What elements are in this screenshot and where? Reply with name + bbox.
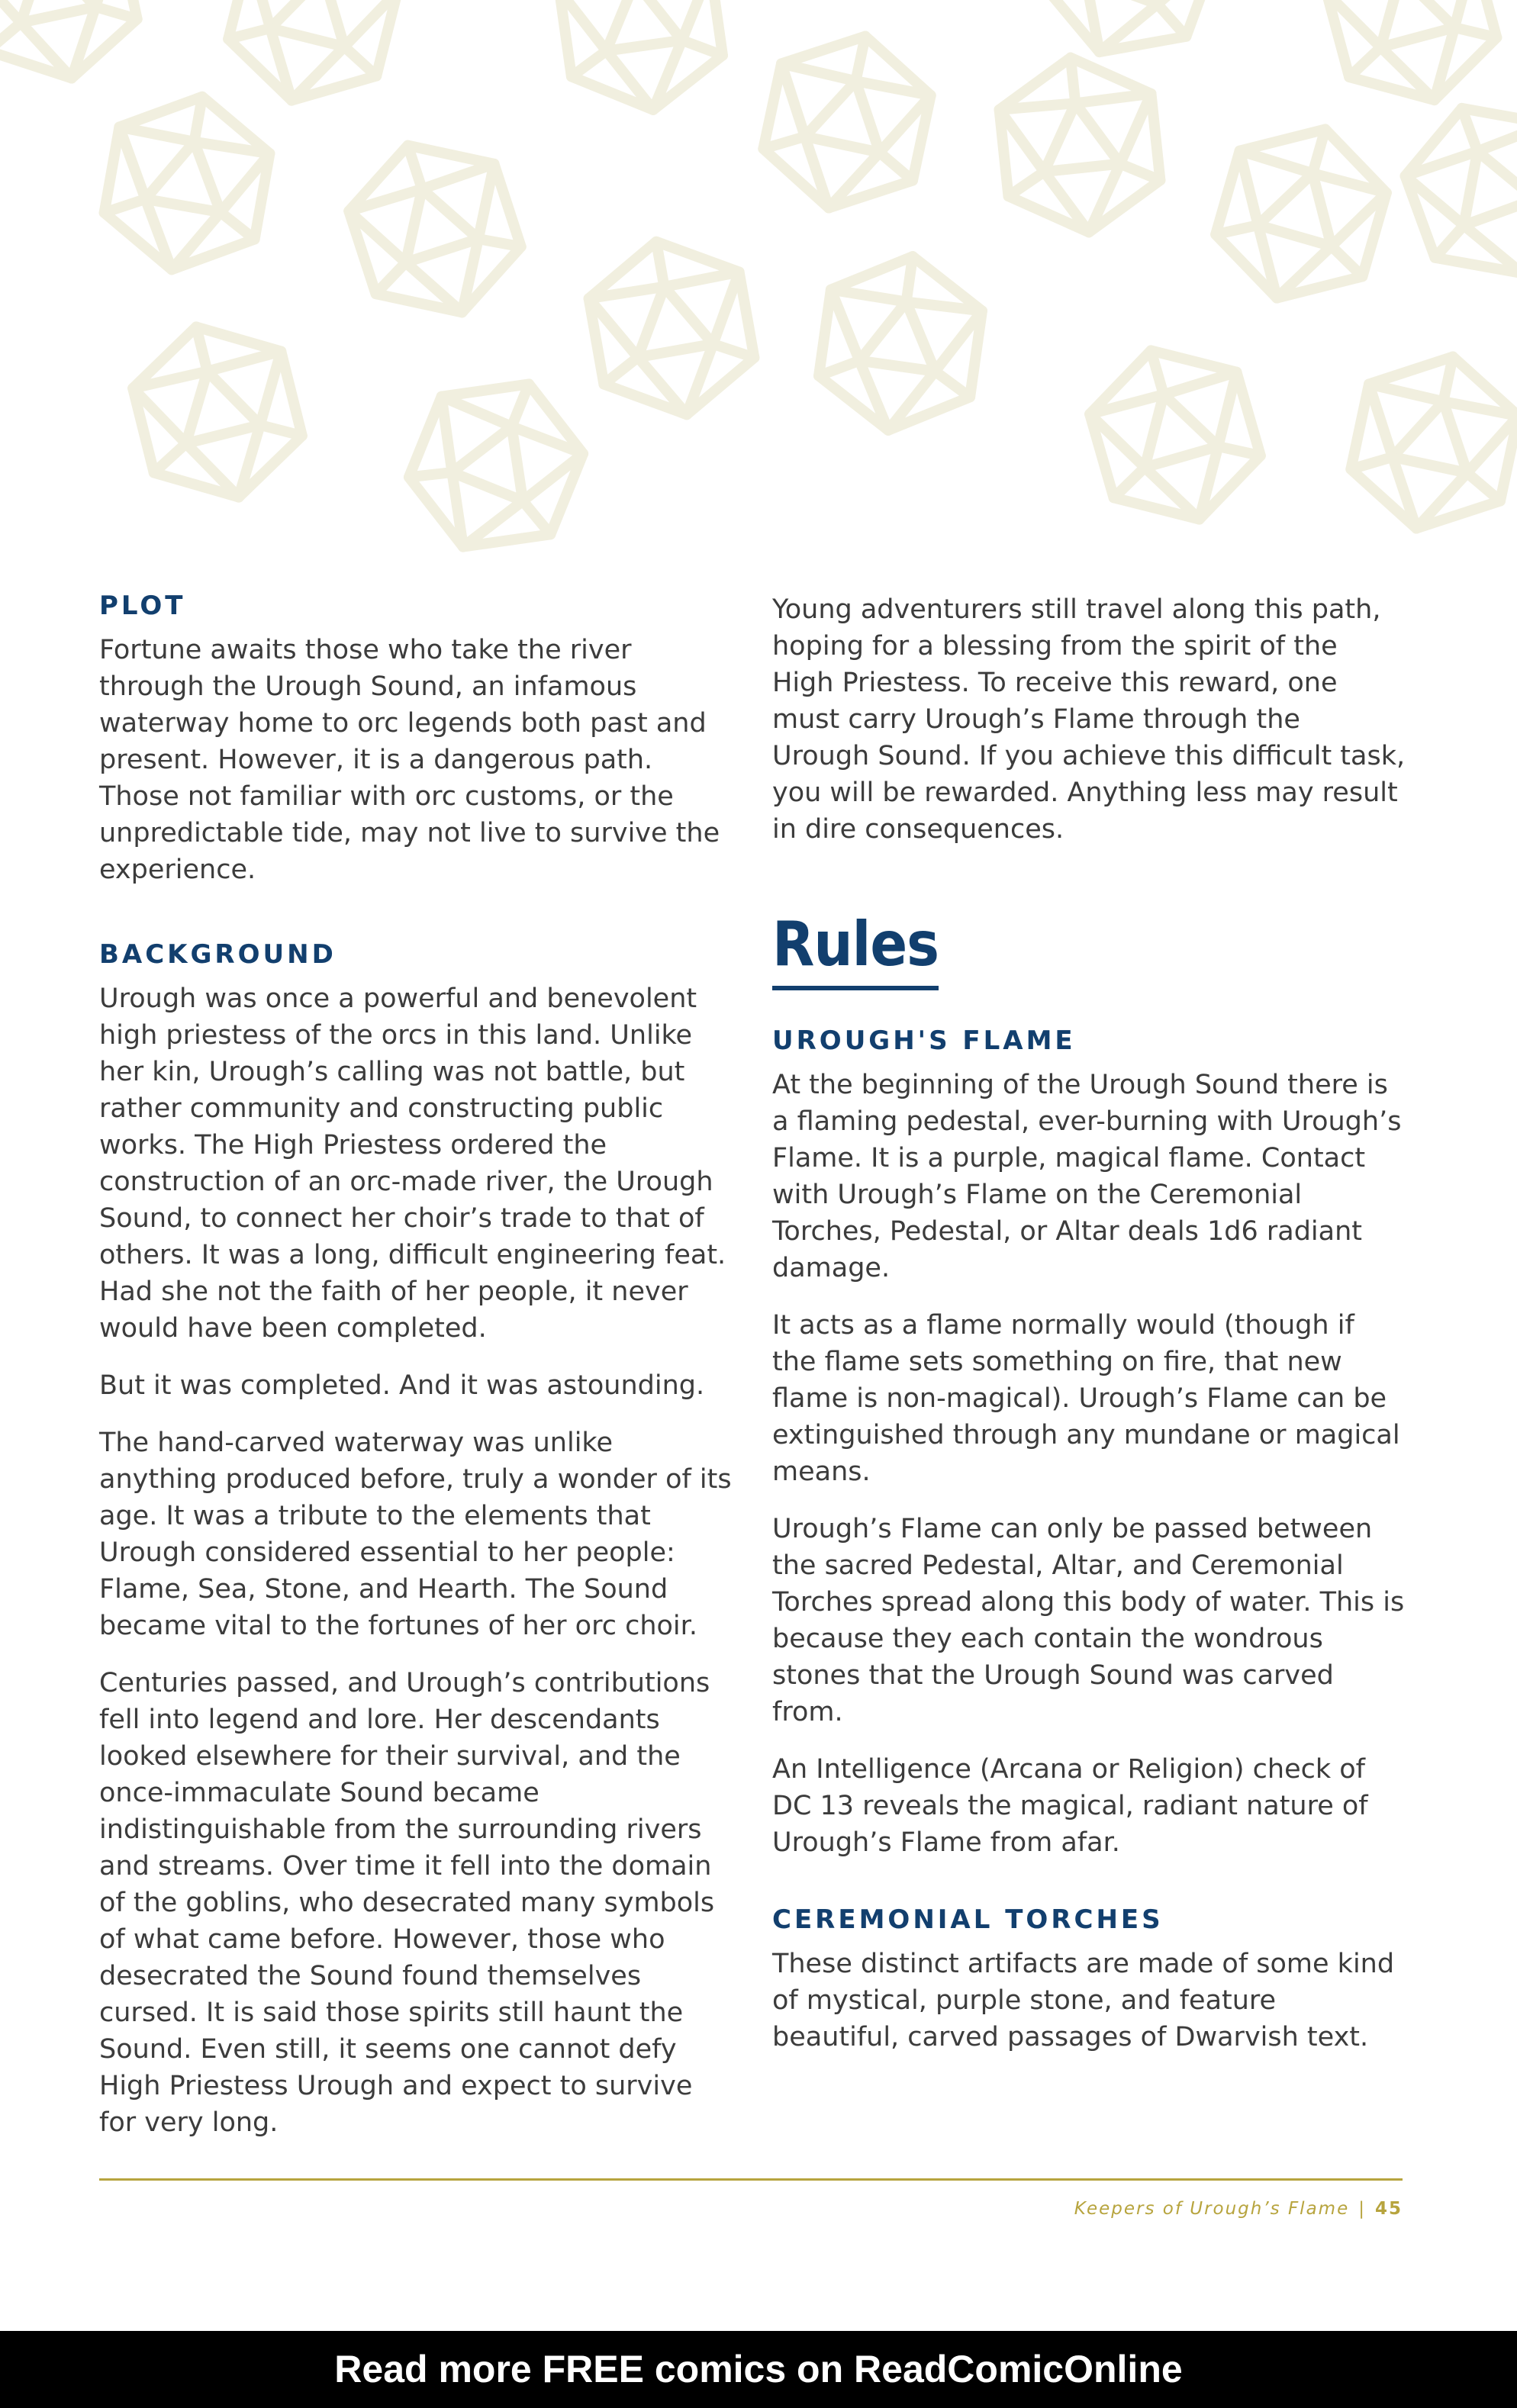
d20-dice-icon	[1203, 108, 1399, 319]
flame-paragraph: Urough’s Flame can only be passed between the sacred Pedestal, Altar, and Ceremonial Torches spread along this body of water. This is because they each contain the wondrous stones that the Urough Sound was carved from.	[772, 1514, 1405, 1727]
dice-background-pattern	[0, 0, 1517, 572]
d20-dice-icon	[813, 246, 988, 441]
d20-dice-icon	[553, 0, 729, 121]
d20-dice-icon	[335, 122, 534, 336]
background-paragraph: Centuries passed, and Urough’s contributions fell into legend and lore. Her descendants looked elsewhere for their survival, and the once-immaculate Sound became indistinguishable from the surrounding rivers and streams. Over time it fell into the domain of the goblins, who desecrated many symbols of what came before. However, those who desecrated the Sound found themselves cursed. It is said those spirits still haunt the Sound. Even still, it seems one cannot defy High Priestess Urough and expect to survive for very long.	[99, 1668, 715, 2138]
d20-dice-icon	[995, 50, 1165, 240]
background-paragraph: But it was completed. And it was astounding.	[99, 1370, 705, 1401]
flame-paragraph: An Intelligence (Arcana or Religion) check of DC 13 reveals the magical, radiant nature of Urough’s Flame from afar.	[772, 1754, 1368, 1858]
footer-divider	[99, 2178, 1403, 2181]
background-paragraph: The hand-carved waterway was unlike anything produced before, truly a wonder of its age. It was a tribute to the elements that Urough considered essential to her people: Flame, Sea, Stone, and Hearth. The Sound became vital to the fortunes of her orc choir.	[99, 1428, 732, 1641]
footer-separator: |	[1358, 2199, 1366, 2219]
left-column	[99, 588, 733, 2162]
flame-paragraph: It acts as a flame normally would (though if the flame sets something on fire, that new flame is non-magical). Urough’s Flame can be extinguished through any mundane or magical means.	[772, 1310, 1400, 1487]
right-column	[772, 591, 1406, 2076]
d20-dice-icon	[122, 308, 313, 516]
ceremonial-torches-heading: CEREMONIAL TORCHES	[772, 1904, 1164, 1935]
promo-banner[interactable]	[0, 2331, 1517, 2408]
d20-dice-icon	[581, 228, 762, 427]
d20-dice-icon	[0, 0, 147, 94]
rules-title: Rules	[772, 908, 939, 990]
d20-dice-icon	[754, 21, 939, 224]
d20-dice-icon	[1316, 0, 1509, 120]
d20-dice-icon	[1341, 341, 1517, 545]
d20-dice-icon	[392, 356, 600, 572]
page-number: 45	[1374, 2199, 1403, 2219]
d20-dice-icon	[1077, 330, 1273, 540]
page-footer	[1074, 2199, 1403, 2219]
d20-dice-icon	[1390, 82, 1517, 300]
intro-paragraph: Young adventurers still travel along this path, hoping for a blessing from the spirit of the High Priestess. To receive this reward, one must carry Urough’s Flame through the Urough Sound. If you achieve this difficult task, you will be rewarded. Anything less may result in dire consequences.	[772, 594, 1406, 845]
d20-dice-icon	[97, 83, 278, 282]
background-heading: BACKGROUND	[99, 939, 337, 970]
uroughs-flame-heading: UROUGH'S FLAME	[772, 1025, 1076, 1056]
background-paragraph: Urough was once a powerful and benevolent high priestess of the orcs in this land. Unlike her kin, Urough’s calling was not battle, but rather community and constructing public works. The High Priestess ordered the construction of an orc-made river, the Urough Sound, to connect her choir’s trade to that of others. It was a long, difficult engineering feat. Had she not the faith of her people, it never would have been completed.	[99, 983, 726, 1344]
flame-paragraph: At the beginning of the Urough Sound there is a flaming pedestal, ever-burning with Urough’s Flame. It is a purple, magical flame. Contact with Urough’s Flame on the Ceremonial Torches, Pedestal, or Altar deals 1d6 radiant damage.	[772, 1070, 1402, 1283]
torches-paragraph: These distinct artifacts are made of some kind of mystical, purple stone, and feature beautiful, carved passages of Dwarvish text.	[772, 1949, 1395, 2052]
d20-dice-icon	[217, 0, 408, 119]
plot-heading: PLOT	[99, 591, 186, 621]
footer-book-title: Keepers of Urough’s Flame	[1074, 2199, 1350, 2219]
plot-paragraph: Fortune awaits those who take the river through the Urough Sound, an infamous waterway home to orc legends both past and present. However, it is a dangerous path. Those not familiar with orc customs, or the unpredictable tide, may not live to survive the experience.	[99, 635, 720, 885]
promo-banner-text[interactable]: Read more FREE comics on ReadComicOnline	[334, 2348, 1183, 2390]
